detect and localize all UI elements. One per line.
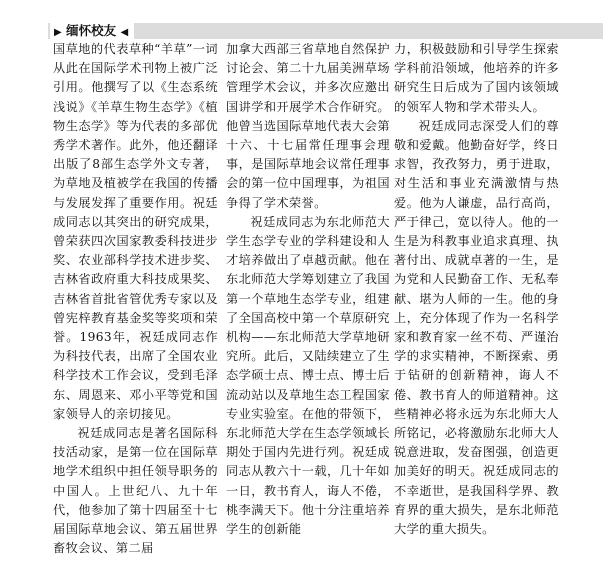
paragraph: 祝廷成同志深受人们的尊敬和爱戴。他勤奋好学，终日求智，孜孜努力，勇于进取，对生活和事业充满激情与热爱。他为人谦虚，品行高尚，严于律己，宽以待人。他的一生是为科教事业追求真理、执著付出、成就卓著的一生，是为党和人民勤奋工作、无私奉献、堪为人师的一生。他的身上，充分体现了作为一名科学家和教育家一丝不苟、严谨治学的求实精神，不断探索、勇于钻研的创新精神，诲人不倦、教书育人的师道精神。这些精神必将永远为东北师大人所铭记，必将激励东北师大人锐意进取，发奋图强，创造更加美好的明天。祝廷成同志的不幸逝世，是我国科学界、教育界的重大损失，是东北师范大学的重大损失。 xyxy=(394,118,559,537)
paragraph: 加拿大西部三省草地自然保护讨论会、第二十九届美洲草场管理学术会议，并多次应邀出国讲学和开展学术合作研究。他曾当选国际草地代表大会第十六、十七届常任理事会理事，是国际草地会议常任理事会的第一位中国理事，为祖国争得了学术荣誉。 xyxy=(226,42,390,210)
text-column-1 xyxy=(53,40,218,564)
paragraph: 国草地的代表草种“羊草”一词从此在国际学术刊物上被广泛引用。他撰写了以《生态系统浅说》《羊草生物生态学》《植物生态学》等为代表的多部优秀学术著作。此外，他还翻译出版了8部生态学外文专著，为草地及植被学在我国的传播与发展发挥了重要作用。祝廷成同志以其突出的研究成果，曾荣获四次国家教委科技进步奖、农业部科学技术进步奖、吉林省政府重大科技成果奖、吉林省首批省管优秀专家以及曾宪梓教育基金奖等奖项和荣誉。1963年，祝廷成同志作为科技代表，出席了全国农业科学技术工作会议，受到毛泽东、周恩来、邓小平等党和国家领导人的亲切接见。 xyxy=(53,42,218,421)
paragraph: 祝廷成同志是著名国际科技活动家，是第一位在国际草地学术组织中担任领导职务的中国人。上世纪八、九十年代，他参加了第十四届至十七届国际草地会议、第五届世界畜牧会议、第二届 xyxy=(53,426,218,556)
section-header xyxy=(50,23,134,39)
left-triangle-icon: ◀ xyxy=(120,27,129,38)
paragraph: 力，积极鼓励和引导学生探索学科前沿领域，他培养的许多研究生日后成为了国内该领域的领军人物和学术带头人。 xyxy=(394,42,559,114)
text-column-3 xyxy=(394,40,559,564)
section-title: 缅怀校友 xyxy=(66,23,117,38)
text-column-2 xyxy=(226,40,390,564)
paragraph: 祝廷成同志为东北师范大学生态学专业的学科建设和人才培养做出了卓越贡献。他在东北师范大学筹划建立了我国第一个草地生态学专业，组建了全国高校中第一个草原研究机构——东北师范大学草地研究所。此后，又陆续建立了生态学硕士点、博士点、博士后流动站以及草地生态工程国家专业实验室。在他的带领下，东北师范大学在生态学领域长期处于国内先进行列。祝廷成同志从教六十一载，几十年如一日，教书育人，诲人不倦，桃李满天下。他十分注重培养学生的创新能 xyxy=(226,214,390,537)
right-triangle-icon: ▶ xyxy=(54,27,62,38)
